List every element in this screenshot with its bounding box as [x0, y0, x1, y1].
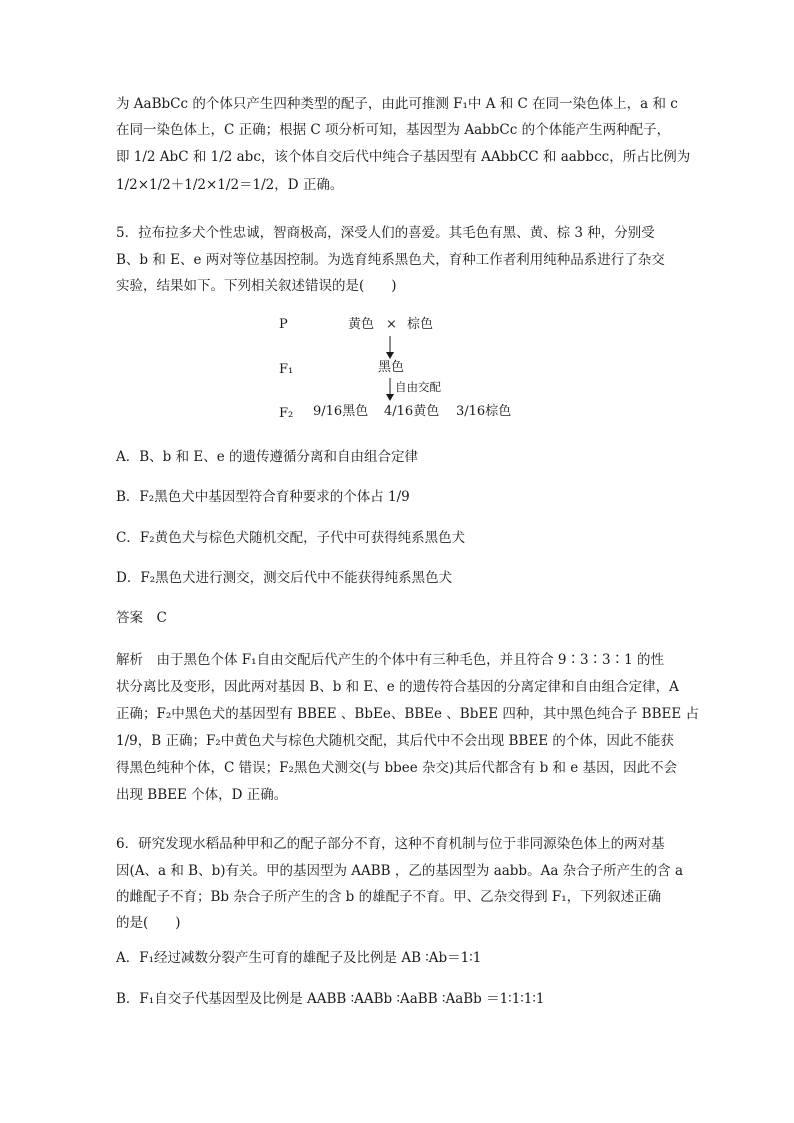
question-5-explanation-line-5: 得黑色纯种个体，C 错误；F₂黑色犬测交(与 bbee 杂交)其后代都含有 b 和 e 基因，因此不会 [116, 760, 678, 776]
prev-explanation-line-4: 1/2×1/2＋1/2×1/2＝1/2，D 正确。 [116, 177, 344, 193]
question-5-explanation-line-1: 解析 由于黑色个体 F₁自由交配后代产生的个体中有三种毛色，并且符合 9∶3∶3∶1 的性 [116, 652, 665, 668]
diagram-f2-yellow: 4/16黄色 [384, 404, 440, 419]
question-6-line-2: 因(A、a 和 B、b)有关。甲的基因型为 AABB ，乙的基因型为 aabb。Aa 杂合子所产生的含 a [116, 863, 683, 879]
question-5-option-c: C．F₂黄色犬与棕色犬随机交配，子代中可获得纯系黑色犬 [116, 530, 466, 546]
question-5-explanation-line-6: 出现 BBEE 个体，D 正确。 [116, 787, 288, 803]
diagram-p-label: P [279, 317, 288, 332]
question-5-explanation-line-4: 1/9，B 正确；F₂中黄色犬与棕色犬随机交配，其后代中不会出现 BBEE 的个体，因此不能获 [116, 733, 674, 749]
diagram-free-mating: 自由交配 [395, 380, 441, 394]
question-5-answer: 答案 C [116, 610, 167, 626]
diagram-f2-label: F₂ [279, 406, 294, 421]
diagram-f2-black: 9/16黑色 [313, 404, 369, 419]
arrow-head-p-to-f1 [386, 352, 394, 359]
question-6-option-b: B．F₁自交子代基因型及比例是 AABB ∶AABb ∶AaBB ∶AaBb ＝1∶1∶1∶1 [116, 991, 545, 1007]
diagram-parent-yellow: 黄色 [348, 317, 375, 332]
diagram-f2-brown: 3/16棕色 [456, 404, 512, 419]
question-5-option-b: B．F₂黑色犬中基因型符合育种要求的个体占 1/9 [116, 489, 410, 505]
arrow-head-f1-to-f2 [386, 394, 394, 401]
question-5-option-a: A．B、b 和 E、e 的遗传遵循分离和自由组合定律 [116, 449, 419, 465]
question-5-explanation-line-2: 状分离比及变形，因此两对基因 B、b 和 E、e 的遗传符合基因的分离定律和自由组合定律，A [116, 679, 679, 695]
question-5-explanation-line-3: 正确；F₂中黑色犬的基因型有 BBEE 、BbEe、BBEe 、BbEE 四种，其中黑色纯合子 BBEE 占 [116, 706, 699, 722]
diagram-f1-label: F₁ [279, 362, 294, 377]
prev-explanation-line-2: 在同一染色体上，C 正确；根据 C 项分析可知，基因型为 AabbCc 的个体能产生两种配子， [116, 122, 671, 138]
diagram-f1-black: 黑色 [378, 360, 405, 375]
question-5-line-2: B、b 和 E、e 两对等位基因控制。为选育纯系黑色犬，育种工作者利用纯种品系进行了杂交 [116, 252, 665, 268]
question-6-option-a: A．F₁经过减数分裂产生可育的雄配子及比例是 AB ∶Ab＝1∶1 [116, 950, 482, 966]
prev-explanation-line-1: 为 AaBbCc 的个体只产生四种类型的配子，由此可推测 F₁中 A 和 C 在同一染色体上，a 和 c [116, 96, 678, 112]
question-5-option-d: D．F₂黑色犬进行测交，测交后代中不能获得纯系黑色犬 [116, 570, 453, 586]
prev-explanation-line-3: 即 1/2 AbC 和 1/2 abc，该个体自交后代中纯合子基因型有 AAbbCC 和 aabbcc，所占比例为 [116, 149, 691, 165]
diagram-cross-symbol: × [386, 317, 397, 332]
question-5-line-1: 5．拉布拉多犬个性忠诚，智商极高，深受人们的喜爱。其毛色有黑、黄、棕 3 种，分别受 [116, 225, 655, 241]
question-5-line-3: 实验，结果如下。下列相关叙述错误的是( ) [116, 278, 397, 294]
question-6-line-3: 的雌配子不育；Bb 杂合子所产生的含 b 的雄配子不育。甲、乙杂交得到 F₁，下列叙述正确 [116, 889, 662, 905]
diagram-parent-brown: 棕色 [407, 317, 434, 332]
question-6-line-1: 6．研究发现水稻品种甲和乙的配子部分不育，这种不育机制与位于非同源染色体上的两对基 [116, 836, 665, 852]
question-6-line-4: 的是( ) [116, 915, 181, 931]
